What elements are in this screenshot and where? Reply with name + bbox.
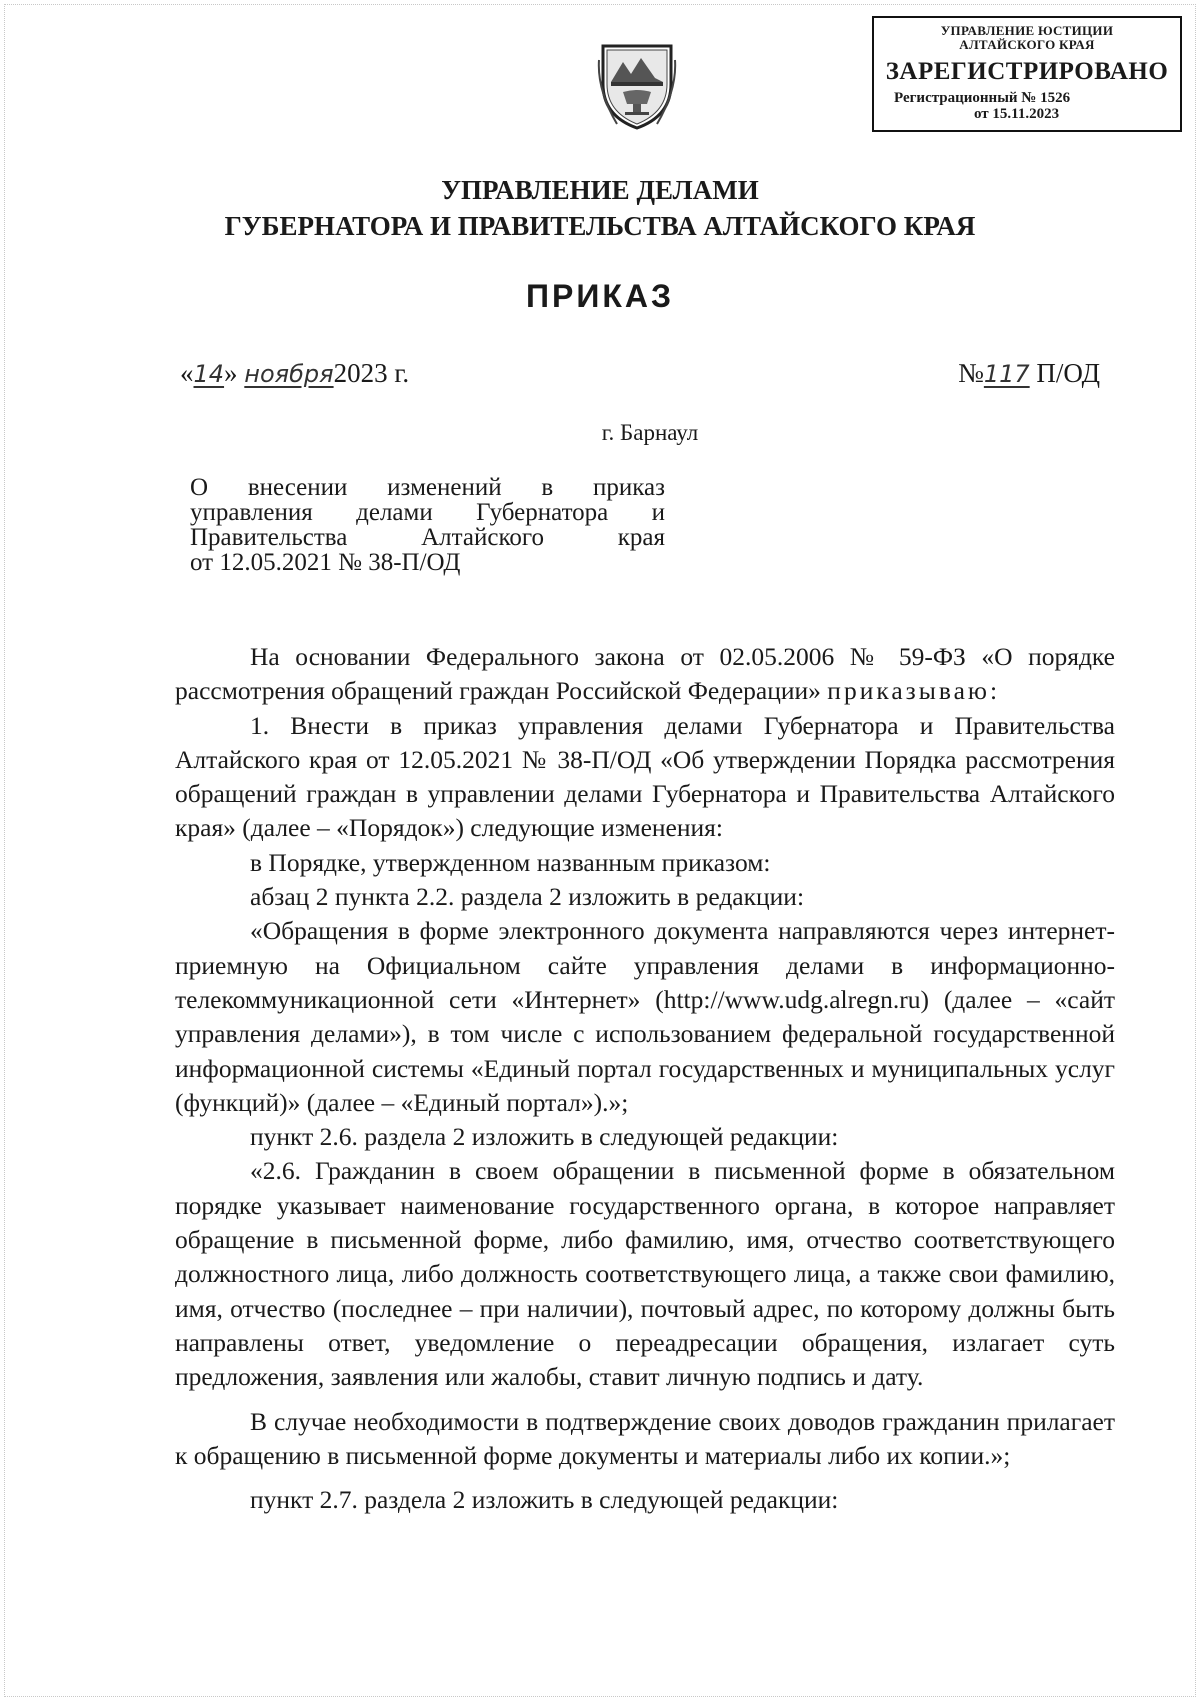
body-paragraph-5: «Обращения в форме электронного документа направляются через интернет-приемную на Официальном сайте управления делами в информационно-телекоммуникационной сети «Интернет» (http://www.udg.alregn.ru) (далее – «сайт управления делами»), в том числе с использованием федеральной государственной информационной системы «Единый портал государственных и муниципальных услуг (функций)» (далее – «Единый портал»).»; [175,916,1115,1117]
subject-line3: Правительства Алтайского края [190,524,665,551]
body-paragraph-4: абзац 2 пункта 2.2. раздела 2 изложить в редакции: [250,882,805,912]
stamp-reg-date: от 15.11.2023 [974,106,1060,122]
city: г. Барнаул [601,420,699,445]
p1-text: На основании Федерального закона от 02.05.2006 № 59-ФЗ «О порядке рассмотрения обращений граждан Российской Федерации» [175,642,1115,706]
date-close-quote: » [224,358,238,388]
number-prefix: № [958,358,984,388]
order-number [958,358,1100,389]
body-paragraph-8: В случае необходимости в подтверждение своих доводов гражданин прилагает к обращению в письменной форме документы и материалы либо их копии.»; [175,1406,1115,1470]
order-date [180,358,409,389]
stamp-org-line2: АЛТАЙСКОГО КРАЯ [959,37,1095,52]
number-value: 117 [983,360,1030,388]
subject-line4: от 12.05.2021 № 38-П/ОД [190,549,461,576]
stamp-reg-number: Регистрационный № 1526 [894,90,1071,106]
org-title-line2: ГУБЕРНАТОРА И ПРАВИТЕЛЬСТВА АЛТАЙСКОГО КРАЯ [224,211,976,241]
body-paragraph-9: пункт 2.7. раздела 2 изложить в следующей редакции: [250,1485,839,1515]
subject-line1: О внесении изменений в приказ [190,474,665,501]
stamp-status: ЗАРЕГИСТРИРОВАНО [885,58,1169,85]
org-title-line1: УПРАВЛЕНИЕ ДЕЛАМИ [441,175,759,205]
body-paragraph-7: «2.6. Гражданин в своем обращении в письменной форме в обязательном порядке указывает наименование государственного органа, в которое направляет обращение в письменной форме, либо фамилию, имя, отчество соответствующего должностного лица, либо должность соответствующего лица, а также свои фамилию, имя, отчество (последнее – при наличии), почтовый адрес, по которому должны быть направлены ответ, уведомление о переадресации обращения, излагает суть предложения, заявления или жалобы, ставит личную подпись и дату. [175,1156,1115,1392]
date-year: 2023 г. [333,358,410,388]
body-paragraph-6: пункт 2.6. раздела 2 изложить в следующей редакции: [250,1122,839,1152]
order-subject [190,475,665,575]
date-month: ноября [244,360,334,388]
document-type: ПРИКАЗ [525,278,675,314]
date-day: 14 [193,360,225,388]
order-body [175,640,1115,1517]
body-paragraph-3: в Порядке, утвержденном названным приказом: [250,847,771,877]
p1-order-word: приказываю [827,676,990,706]
stamp-org-line1: УПРАВЛЕНИЕ ЮСТИЦИИ [940,23,1114,38]
subject-line2: управления делами Губернатора и [190,499,665,526]
date-open-quote: « [180,358,194,388]
body-paragraph-2: 1. Внести в приказ управления делами Губернатора и Правительства Алтайского края от 12.05.2021 № 38-П/ОД «Об утверждении Порядка рассмотрения обращений граждан в управлении делами Губернатора и Правительства Алтайского края» (далее – «Порядок») следующие изменения: [175,710,1115,843]
body-paragraph-1 [175,640,1115,709]
registration-stamp [872,16,1182,132]
number-suffix: П/ОД [1036,358,1100,388]
org-title [0,172,1200,244]
coat-of-arms-icon [597,40,677,132]
p1-end: : [989,676,998,706]
stamp-org [874,24,1180,52]
